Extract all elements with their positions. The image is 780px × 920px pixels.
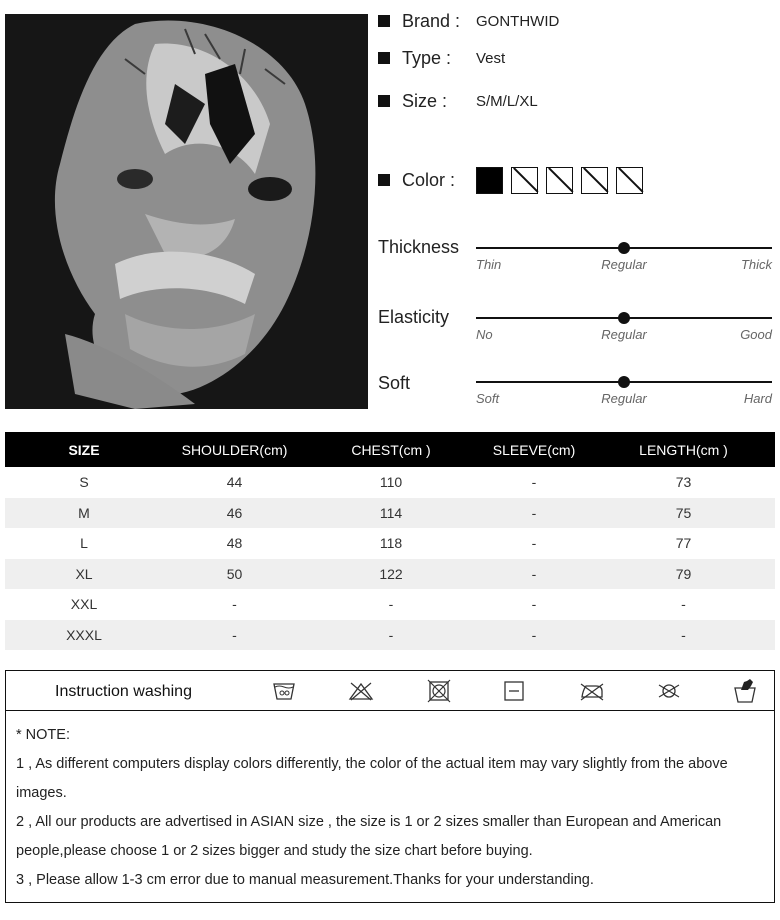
scale-mid-label: Regular <box>601 257 647 272</box>
scale-max-label: Good <box>740 327 772 342</box>
do-not-bleach-icon <box>348 678 374 704</box>
spec-brand <box>378 8 560 34</box>
color-swatches <box>476 167 643 194</box>
hand-wash-icon <box>271 678 297 704</box>
scale-soft <box>378 373 774 431</box>
type-label: Type : <box>402 47 452 68</box>
table-cell: - <box>531 596 537 613</box>
table-row <box>5 559 775 590</box>
color-swatch-empty[interactable] <box>616 167 643 194</box>
scale-track <box>476 247 772 249</box>
spec-type <box>378 45 506 71</box>
scale-indicator <box>618 242 630 254</box>
header-size: SIZE <box>5 432 163 467</box>
scale-elasticity <box>378 307 774 367</box>
bullet-square <box>378 95 390 107</box>
table-row <box>5 620 775 651</box>
note-item: 3 , Please allow 1-3 cm error due to manual measurement.Thanks for your understanding. <box>16 872 594 888</box>
bullet-square <box>378 52 390 64</box>
hand-wash-only-icon <box>732 678 758 704</box>
scale-min-label: No <box>476 327 493 342</box>
table-cell: 79 <box>592 559 775 590</box>
table-cell: - <box>476 559 592 590</box>
table-cell: - <box>681 596 686 613</box>
table-cell: - <box>163 620 306 651</box>
spec-size <box>378 88 538 114</box>
table-cell: - <box>388 596 394 613</box>
scale-label: Elasticity <box>378 307 450 327</box>
table-cell: XXXL <box>5 620 163 651</box>
table-cell: XL <box>5 559 163 590</box>
table-cell: S <box>79 474 89 491</box>
table-row <box>5 528 775 559</box>
washing-title: Instruction washing <box>55 683 192 700</box>
header-shoulder: SHOULDER(cm) <box>163 432 306 467</box>
note-item: 2 , All our products are advertised in ASIAN size , the size is 1 or 2 sizes smaller than European and American people,please choose 1 or 2 sizes bigger and study the size chart before buying. <box>16 814 722 859</box>
table-cell: 77 <box>675 535 692 552</box>
dry-flat-icon <box>501 678 527 704</box>
do-not-iron-icon <box>579 678 605 704</box>
scale-mid-label: Regular <box>601 391 647 406</box>
bullet-square <box>378 174 390 186</box>
scale-mid-label: Regular <box>601 327 647 342</box>
color-swatch-empty[interactable] <box>581 167 608 194</box>
table-row <box>5 498 775 529</box>
do-not-dry-clean-icon <box>656 678 682 704</box>
table-cell: L <box>80 535 88 552</box>
color-swatch-empty[interactable] <box>511 167 538 194</box>
scale-min-label: Thin <box>476 257 502 272</box>
bullet-square <box>378 15 390 27</box>
header-chest: CHEST(cm ) <box>306 432 476 467</box>
do-not-tumble-dry-icon <box>426 678 452 704</box>
color-label: Color : <box>402 169 456 190</box>
note-item: 1 , As different computers display colors differently, the color of the actual item may vary slightly from the above images. <box>16 756 728 801</box>
color-swatch-black[interactable] <box>476 167 503 194</box>
table-cell: 44 <box>226 474 243 491</box>
table-cell: - <box>531 535 537 552</box>
size-value: S/M/L/XL <box>476 92 538 110</box>
table-cell: 114 <box>306 498 476 529</box>
scale-indicator <box>618 312 630 324</box>
table-cell: - <box>476 498 592 529</box>
table-cell: 46 <box>163 498 306 529</box>
note-heading: * NOTE: <box>16 727 70 743</box>
table-cell: M <box>5 498 163 529</box>
table-cell: - <box>232 596 237 613</box>
table-cell: 75 <box>592 498 775 529</box>
scale-label: Thickness <box>378 237 460 257</box>
scale-track <box>476 317 772 319</box>
table-cell: 118 <box>379 535 403 552</box>
header-sleeve: SLEEVE(cm) <box>476 432 592 467</box>
notes <box>16 721 770 895</box>
scale-max-label: Hard <box>743 391 772 406</box>
table-row <box>5 589 775 620</box>
scale-indicator <box>618 376 630 388</box>
table-cell: 122 <box>306 559 476 590</box>
washing-instructions <box>5 670 775 903</box>
brand-label: Brand : <box>402 10 461 31</box>
table-cell: 73 <box>675 474 692 491</box>
table-cell: - <box>592 620 775 651</box>
scale-label: Soft <box>378 373 411 393</box>
header-length: LENGTH(cm ) <box>592 432 775 467</box>
washing-header <box>6 671 774 711</box>
size-label: Size : <box>402 90 448 111</box>
size-chart-table <box>5 432 775 650</box>
table-header-row <box>5 432 775 467</box>
scale-max-label: Thick <box>740 257 772 272</box>
scale-track <box>476 381 772 383</box>
color-swatch-empty[interactable] <box>546 167 573 194</box>
table-cell: 50 <box>163 559 306 590</box>
table-cell: - <box>306 620 476 651</box>
table-cell: 110 <box>379 474 403 491</box>
brand-value: GONTHWID <box>476 12 560 30</box>
table-row <box>5 467 775 498</box>
table-cell: XXL <box>70 596 98 613</box>
spec-color <box>378 167 476 193</box>
scale-thickness <box>378 237 774 297</box>
table-cell: - <box>476 620 592 651</box>
scale-min-label: Soft <box>476 391 500 406</box>
table-cell: - <box>531 474 537 491</box>
table-cell: 48 <box>226 535 243 552</box>
type-value: Vest <box>476 49 506 67</box>
product-image <box>5 14 368 409</box>
